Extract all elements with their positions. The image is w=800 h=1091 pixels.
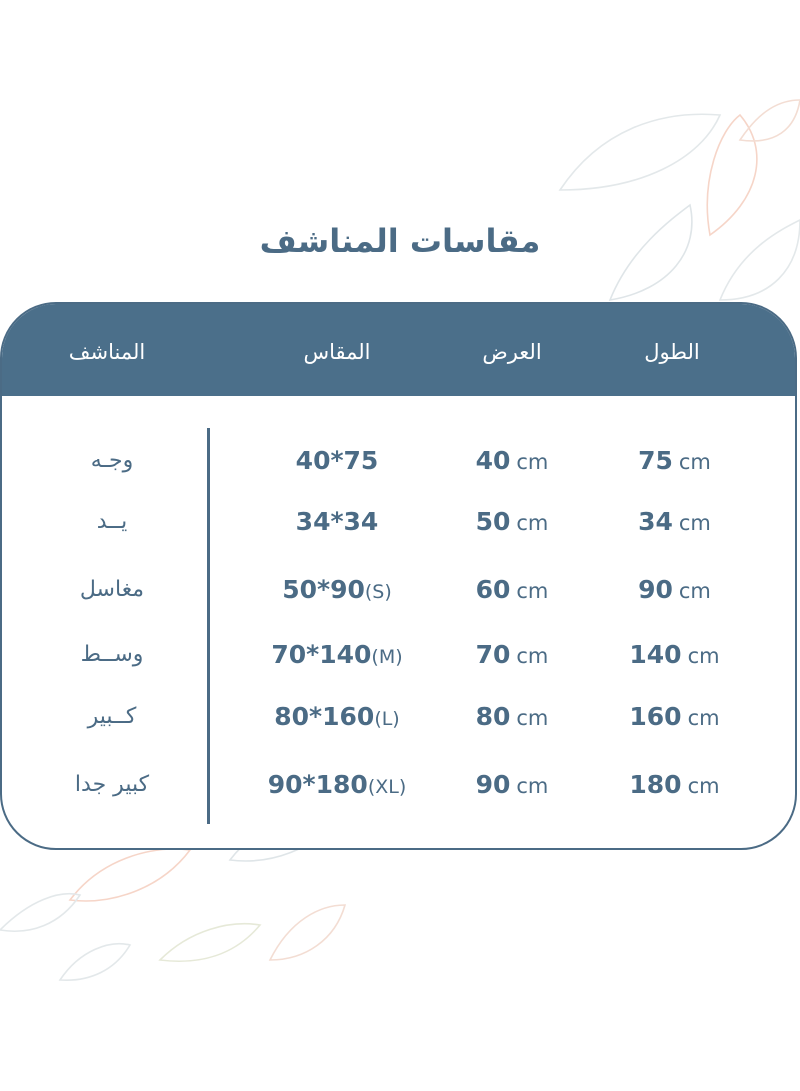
- towel-name: كــبير: [87, 704, 137, 729]
- width-value: 70 cm: [475, 640, 549, 669]
- width-value: 50 cm: [475, 507, 549, 536]
- table-row: [2, 625, 795, 685]
- width-value: 40 cm: [475, 446, 549, 475]
- header-size: المقاس: [303, 340, 371, 364]
- size-value: 40*75: [295, 446, 379, 475]
- length-value: 160 cm: [629, 702, 720, 731]
- table-row: [2, 755, 795, 815]
- length-value: 75 cm: [638, 446, 711, 475]
- size-value: 34*34: [295, 507, 379, 536]
- header-width: العرض: [482, 340, 542, 364]
- width-value: 60 cm: [475, 575, 549, 604]
- towel-name: يــد: [96, 509, 128, 534]
- header-length: الطول: [644, 340, 700, 364]
- towel-name: كبير جدا: [74, 772, 150, 797]
- towel-name: وجـه: [90, 448, 134, 473]
- towel-name: مغاسل: [79, 577, 145, 602]
- length-value: 140 cm: [629, 640, 720, 669]
- length-value: 180 cm: [629, 770, 720, 799]
- width-value: 80 cm: [475, 702, 549, 731]
- page-title: مقاسات المناشف: [259, 222, 541, 260]
- table-row: [2, 431, 795, 491]
- size-value: 90*180(XL): [267, 770, 407, 799]
- table-row: [2, 560, 795, 620]
- size-value: 80*160(L): [274, 702, 400, 731]
- table-row: [2, 492, 795, 552]
- length-value: 34 cm: [638, 507, 711, 536]
- length-value: 90 cm: [638, 575, 711, 604]
- width-value: 90 cm: [475, 770, 549, 799]
- header-towels: المناشف: [68, 340, 146, 364]
- size-table: [0, 302, 797, 850]
- size-value: 70*140(M): [271, 640, 403, 669]
- table-row: [2, 687, 795, 747]
- towel-name: وســط: [80, 642, 144, 667]
- table-header: [2, 304, 795, 396]
- size-value: 50*90(S): [282, 575, 392, 604]
